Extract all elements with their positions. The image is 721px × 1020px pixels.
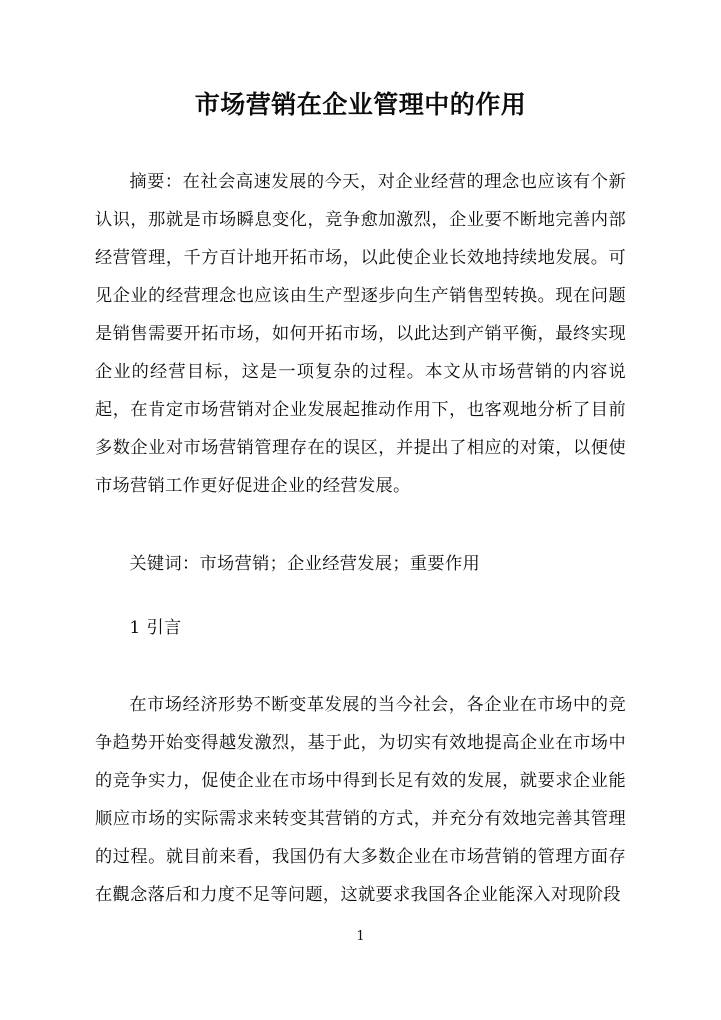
introduction-paragraph: 在市场经济形势不断变革发展的当今社会，各企业在市场中的竞争趋势开始变得越发激烈，基于此，为切实有效地提高企业在市场中的竞争实力，促使企业在市场中得到长足有效的发展，就要求企业能顺应市场的实际需求来转变其营销的方式，并充分有效地完善其管理的过程。就目前来看，我国仍有大多数企业在市场营销的管理方面存在觀念落后和力度不足等问题，这就要求我国各企业能深入对现阶段 bbox=[95, 695, 626, 905]
page-number: 1 bbox=[356, 929, 365, 944]
section-heading-introduction: 1 引言 bbox=[129, 618, 182, 638]
keywords-line: 关键词：市场营销；企业经营发展；重要作用 bbox=[129, 554, 481, 574]
page-title: 市场营销在企业管理中的作用 bbox=[194, 90, 527, 119]
abstract-paragraph: 摘要：在社会高速发展的今天，对企业经营的理念也应该有个新认识，那就是市场瞬息变化，竞争愈加激烈，企业要不断地完善内部经营管理，千方百计地开拓市场，以此使企业长效地持续地发展。可见企业的经营理念也应该由生产型逐步向生产销售型转换。现在问题是销售需要开拓市场，如何开拓市场，以此达到产销平衡，最终实现企业的经营目标，这是一项复杂的过程。本文从市场营销的内容说起，在肯定市场营销对企业发展起推动作用下，也客观地分析了目前多数企业对市场营销管理存在的误区，并提出了相应的对策，以便使市场营销工作更好促进企业的经营发展。 bbox=[95, 172, 626, 496]
